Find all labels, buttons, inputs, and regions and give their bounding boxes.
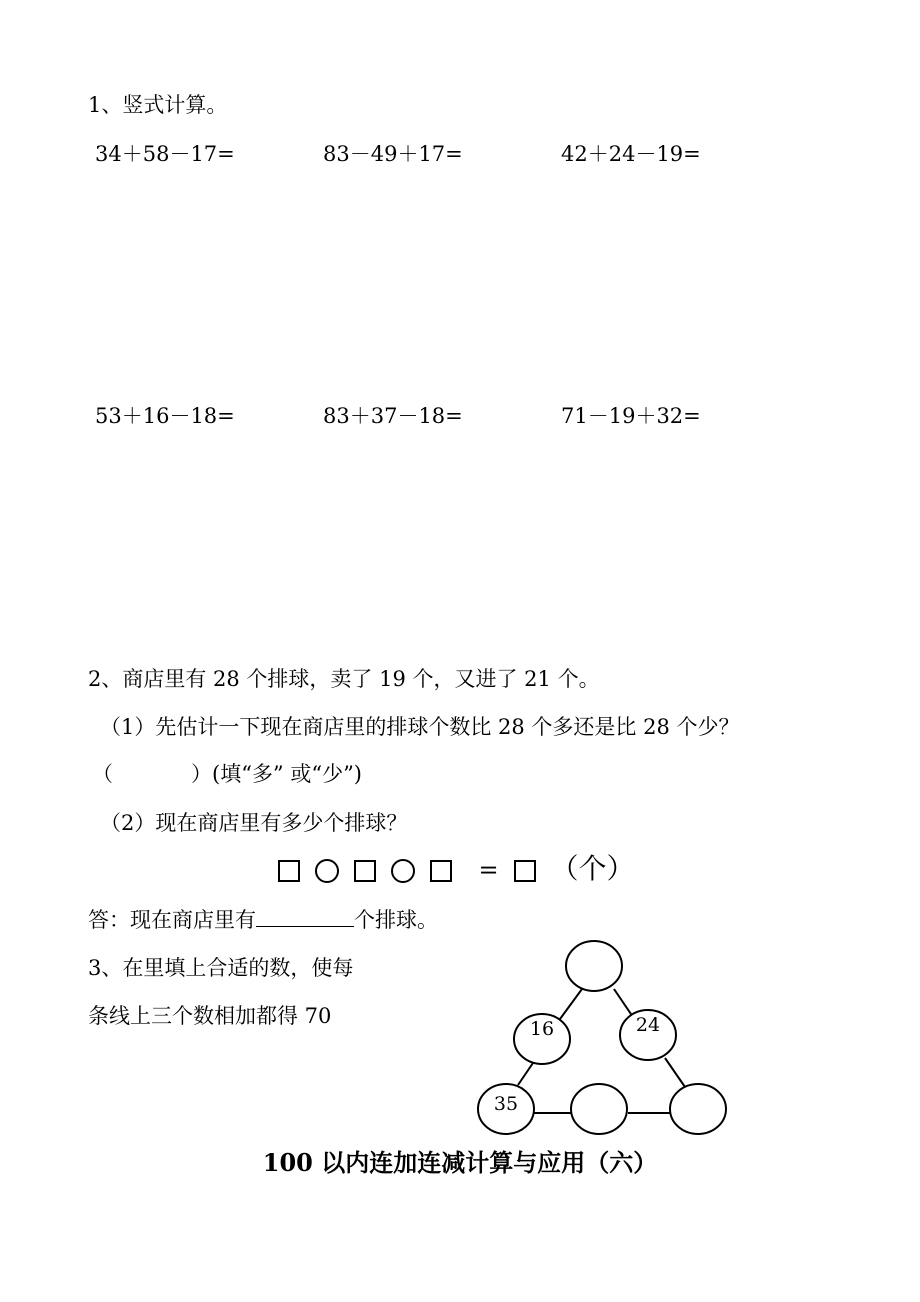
q1-heading: 1、竖式计算。	[88, 93, 228, 117]
q2-formula	[278, 852, 640, 887]
formula-circle-2[interactable]	[391, 859, 415, 883]
q3-line2: 条线上三个数相加都得 70	[88, 1004, 332, 1028]
edge-left-lower	[518, 1060, 535, 1085]
q1-problem-2: 83－49＋17=	[323, 142, 463, 166]
answer-blank[interactable]	[256, 906, 354, 927]
fill-open-paren: （	[92, 762, 113, 786]
q2-part1-fill	[92, 761, 362, 787]
q1-problem-5: 83＋37－18=	[323, 404, 463, 428]
worksheet-title: 100 以内连加连减计算与应用（六）	[262, 1148, 658, 1177]
q1-problem-6: 71－19＋32=	[561, 404, 701, 428]
formula-box-3[interactable]	[430, 860, 452, 882]
node-bottom-mid[interactable]	[571, 1084, 627, 1134]
q1-problem-4: 53＋16－18=	[95, 404, 235, 428]
edge-right-lower	[665, 1058, 685, 1087]
node-right-mid-value: 24	[635, 1014, 661, 1036]
formula-box-2[interactable]	[354, 860, 376, 882]
formula-equals: =	[478, 856, 499, 884]
triangle-diagram	[470, 935, 740, 1145]
q1-problem-3: 42＋24－19=	[561, 142, 701, 166]
formula-box-1[interactable]	[278, 860, 300, 882]
formula-circle-1[interactable]	[315, 859, 339, 883]
node-left-mid-value: 16	[529, 1018, 555, 1040]
edge-top-right	[614, 989, 633, 1017]
q2-part2: （2）现在商店里有多少个排球？	[100, 811, 408, 835]
node-top[interactable]	[566, 941, 622, 991]
node-bottom-left-value: 35	[493, 1093, 519, 1115]
answer-suffix: 个排球。	[354, 908, 438, 932]
fill-close-hint: ）(填“多” 或“少”)	[191, 762, 363, 786]
formula-result-box[interactable]	[514, 860, 536, 882]
node-bottom-right[interactable]	[670, 1084, 726, 1134]
q2-part1: （1）先估计一下现在商店里的排球个数比 28 个多还是比 28 个少？	[100, 715, 740, 739]
q2-answer	[88, 906, 438, 933]
q2-stem: 2、商店里有 28 个排球，卖了 19 个，又进了 21 个。	[88, 667, 600, 691]
edge-top-left	[560, 989, 582, 1019]
q1-problem-1: 34＋58－17=	[95, 142, 235, 166]
answer-prefix: 答：现在商店里有	[88, 908, 256, 932]
q3-line1: 3、在里填上合适的数，使每	[88, 956, 354, 980]
formula-unit: （个）	[550, 852, 635, 885]
